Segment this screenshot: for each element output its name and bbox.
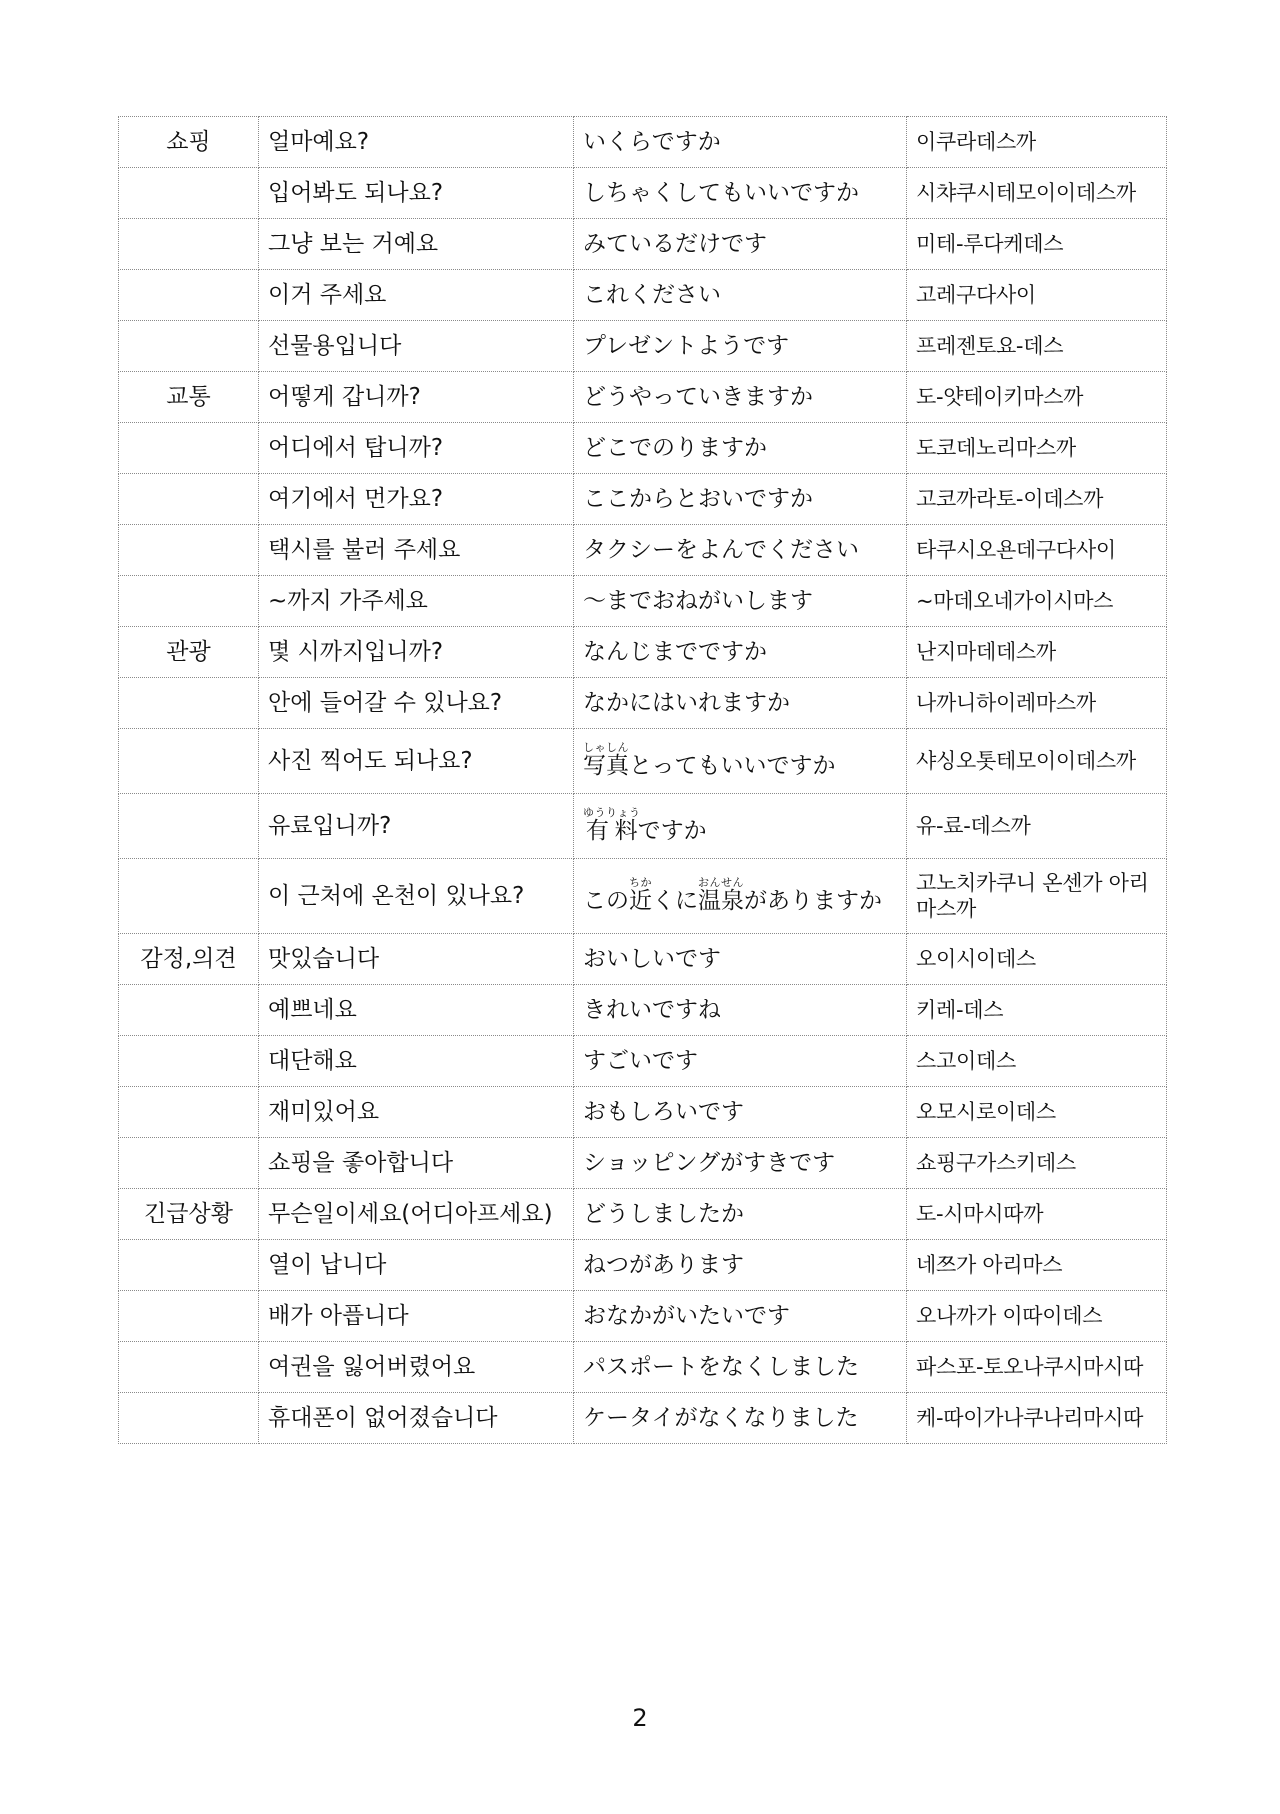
category-cell: [119, 1036, 259, 1087]
japanese-phrase-cell: [574, 219, 907, 270]
korean-phrase-cell: 이거 주세요: [259, 270, 574, 321]
japanese-phrase-cell: [574, 1189, 907, 1240]
kanji-with-furigana: [629, 876, 652, 915]
korean-phrase-cell: 재미있어요: [259, 1087, 574, 1138]
korean-phrase-cell: 맛있습니다: [259, 934, 574, 985]
category-cell: 교통: [119, 372, 259, 423]
kanji-text: 写真: [583, 753, 629, 780]
japanese-text: なんじまでですか: [583, 638, 767, 665]
category-cell: [119, 794, 259, 859]
table-row: [119, 525, 1167, 576]
korean-phrase-cell: ~까지 가주세요: [259, 576, 574, 627]
table-row: [119, 117, 1167, 168]
japanese-text: ここからとおいですか: [583, 485, 813, 512]
category-cell: [119, 985, 259, 1036]
korean-phrase-cell: 사진 찍어도 되나요?: [259, 729, 574, 794]
japanese-text: プレゼントようです: [583, 332, 790, 359]
reading-cell: 타쿠시오욘데구다사이: [907, 525, 1167, 576]
japanese-text: がありますか: [744, 888, 882, 915]
reading-cell: 이쿠라데스까: [907, 117, 1167, 168]
japanese-phrase-cell: [574, 576, 907, 627]
japanese-text: これください: [583, 281, 721, 308]
category-cell: [119, 1342, 259, 1393]
japanese-phrase-cell: [574, 794, 907, 859]
category-cell: [119, 729, 259, 794]
reading-cell: 미테-루다케데스: [907, 219, 1167, 270]
kanji-text: 温泉: [698, 888, 744, 915]
japanese-text: おもしろいです: [583, 1098, 744, 1125]
table-row: [119, 859, 1167, 934]
table-row: [119, 627, 1167, 678]
reading-cell: 파스포-토오나쿠시마시따: [907, 1342, 1167, 1393]
table-row: [119, 474, 1167, 525]
korean-phrase-cell: 무슨일이세요(어디아프세요): [259, 1189, 574, 1240]
japanese-text: ですか: [637, 818, 707, 845]
reading-cell: ~마데오네가이시마스: [907, 576, 1167, 627]
category-cell: [119, 168, 259, 219]
table-row: [119, 794, 1167, 859]
reading-cell: 오나까가 이따이데스: [907, 1291, 1167, 1342]
japanese-text: とってもいいですか: [629, 753, 836, 780]
reading-cell: 오모시로이데스: [907, 1087, 1167, 1138]
japanese-text: きれいですね: [583, 996, 721, 1023]
kanji-text: 有料: [583, 818, 641, 845]
korean-phrase-cell: 휴대폰이 없어졌습니다: [259, 1393, 574, 1444]
japanese-phrase-cell: [574, 1342, 907, 1393]
reading-cell: 키레-데스: [907, 985, 1167, 1036]
japanese-phrase-cell: [574, 117, 907, 168]
japanese-text: なかにはいれますか: [583, 689, 790, 716]
category-cell: [119, 321, 259, 372]
category-cell: 감정,의견: [119, 934, 259, 985]
japanese-phrase-cell: [574, 678, 907, 729]
table-row: [119, 985, 1167, 1036]
japanese-phrase-cell: [574, 729, 907, 794]
korean-phrase-cell: 여권을 잃어버렸어요: [259, 1342, 574, 1393]
reading-cell: 오이시이데스: [907, 934, 1167, 985]
japanese-text: くに: [652, 888, 698, 915]
japanese-text: ねつがあります: [583, 1251, 744, 1278]
table-row: [119, 1036, 1167, 1087]
japanese-text: タクシーをよんでください: [583, 536, 859, 563]
reading-cell: 시챠쿠시테모이이데스까: [907, 168, 1167, 219]
kanji-text: 近: [629, 888, 652, 915]
korean-phrase-cell: 여기에서 먼가요?: [259, 474, 574, 525]
japanese-text: しちゃくしてもいいですか: [583, 179, 859, 206]
reading-cell: 도-얏테이키마스까: [907, 372, 1167, 423]
category-cell: 긴급상황: [119, 1189, 259, 1240]
japanese-phrase-cell: [574, 627, 907, 678]
korean-phrase-cell: 선물용입니다: [259, 321, 574, 372]
japanese-phrase-cell: [574, 985, 907, 1036]
japanese-phrase-cell: [574, 1291, 907, 1342]
reading-cell: 도코데노리마스까: [907, 423, 1167, 474]
category-cell: [119, 678, 259, 729]
japanese-text: ショッピングがすきです: [583, 1149, 836, 1176]
korean-phrase-cell: 안에 들어갈 수 있나요?: [259, 678, 574, 729]
japanese-phrase-cell: [574, 270, 907, 321]
japanese-text: この: [583, 888, 629, 915]
reading-cell: 네쯔가 아리마스: [907, 1240, 1167, 1291]
table-row: [119, 1138, 1167, 1189]
japanese-phrase-cell: [574, 1393, 907, 1444]
japanese-text: ケータイがなくなりました: [583, 1404, 859, 1431]
japanese-text: どうやっていきますか: [583, 383, 813, 410]
korean-phrase-cell: 몇 시까지입니까?: [259, 627, 574, 678]
japanese-phrase-cell: [574, 859, 907, 934]
reading-cell: 나까니하이레마스까: [907, 678, 1167, 729]
reading-cell: 난지마데데스까: [907, 627, 1167, 678]
japanese-phrase-cell: [574, 372, 907, 423]
table-row: [119, 270, 1167, 321]
category-cell: [119, 1240, 259, 1291]
japanese-text: おなかがいたいです: [583, 1302, 790, 1329]
japanese-phrase-cell: [574, 474, 907, 525]
japanese-text: みているだけです: [583, 230, 767, 257]
korean-phrase-cell: 배가 아픕니다: [259, 1291, 574, 1342]
reading-cell: 고노치카쿠니 온센가 아리마스까: [907, 859, 1167, 934]
table-row: [119, 372, 1167, 423]
table-row: [119, 219, 1167, 270]
table-row: [119, 576, 1167, 627]
korean-phrase-cell: 어디에서 탑니까?: [259, 423, 574, 474]
category-cell: [119, 1087, 259, 1138]
japanese-text: おいしいです: [583, 945, 721, 972]
japanese-phrase-cell: [574, 168, 907, 219]
japanese-phrase-cell: [574, 525, 907, 576]
table-row: [119, 678, 1167, 729]
japanese-phrase-cell: [574, 1138, 907, 1189]
category-cell: [119, 1393, 259, 1444]
korean-phrase-cell: 유료입니까?: [259, 794, 574, 859]
table-row: [119, 1189, 1167, 1240]
korean-phrase-cell: 대단해요: [259, 1036, 574, 1087]
korean-phrase-cell: 쇼핑을 좋아합니다: [259, 1138, 574, 1189]
category-cell: [119, 270, 259, 321]
japanese-text: どこでのりますか: [583, 434, 767, 461]
japanese-text: ～までおねがいします: [583, 587, 813, 614]
table-row: [119, 1240, 1167, 1291]
phrase-table-body: [119, 117, 1167, 1444]
japanese-text: パスポートをなくしました: [583, 1353, 859, 1380]
korean-phrase-cell: 그냥 보는 거예요: [259, 219, 574, 270]
category-cell: [119, 474, 259, 525]
furigana-reading: おんせん: [698, 876, 744, 890]
reading-cell: 유-료-데스까: [907, 794, 1167, 859]
japanese-phrase-cell: [574, 1240, 907, 1291]
furigana-reading: しゃしん: [583, 741, 629, 755]
phrase-table: [118, 116, 1167, 1444]
korean-phrase-cell: 택시를 불러 주세요: [259, 525, 574, 576]
table-row: [119, 1342, 1167, 1393]
furigana-reading: ゆうりょう: [583, 806, 641, 820]
category-cell: [119, 1138, 259, 1189]
category-cell: [119, 576, 259, 627]
table-row: [119, 729, 1167, 794]
category-cell: 쇼핑: [119, 117, 259, 168]
korean-phrase-cell: 입어봐도 되나요?: [259, 168, 574, 219]
table-row: [119, 1291, 1167, 1342]
japanese-phrase-cell: [574, 321, 907, 372]
table-row: [119, 321, 1167, 372]
category-cell: [119, 525, 259, 576]
furigana-reading: ちか: [629, 876, 652, 890]
japanese-phrase-cell: [574, 1036, 907, 1087]
table-row: [119, 1393, 1167, 1444]
table-row: [119, 423, 1167, 474]
korean-phrase-cell: 어떻게 갑니까?: [259, 372, 574, 423]
reading-cell: 쇼핑구가스키데스: [907, 1138, 1167, 1189]
category-cell: [119, 859, 259, 934]
kanji-with-furigana: [583, 806, 641, 845]
reading-cell: 프레젠토요-데스: [907, 321, 1167, 372]
kanji-with-furigana: [583, 741, 629, 780]
category-cell: [119, 219, 259, 270]
reading-cell: 샤싱오톳테모이이데스까: [907, 729, 1167, 794]
japanese-text: すごいです: [583, 1047, 698, 1074]
category-cell: 관광: [119, 627, 259, 678]
reading-cell: 케-따이가나쿠나리마시따: [907, 1393, 1167, 1444]
korean-phrase-cell: 열이 납니다: [259, 1240, 574, 1291]
table-row: [119, 168, 1167, 219]
reading-cell: 고코까라토-이데스까: [907, 474, 1167, 525]
japanese-text: いくらですか: [583, 128, 721, 155]
table-row: [119, 934, 1167, 985]
category-cell: [119, 1291, 259, 1342]
reading-cell: 고레구다사이: [907, 270, 1167, 321]
korean-phrase-cell: 얼마예요?: [259, 117, 574, 168]
reading-cell: 도-시마시따까: [907, 1189, 1167, 1240]
korean-phrase-cell: 이 근처에 온천이 있나요?: [259, 859, 574, 934]
table-row: [119, 1087, 1167, 1138]
page-number: 2: [632, 1704, 648, 1732]
japanese-phrase-cell: [574, 934, 907, 985]
japanese-text: どうしましたか: [583, 1200, 744, 1227]
japanese-phrase-cell: [574, 423, 907, 474]
kanji-with-furigana: [698, 876, 744, 915]
category-cell: [119, 423, 259, 474]
japanese-phrase-cell: [574, 1087, 907, 1138]
korean-phrase-cell: 예쁘네요: [259, 985, 574, 1036]
reading-cell: 스고이데스: [907, 1036, 1167, 1087]
